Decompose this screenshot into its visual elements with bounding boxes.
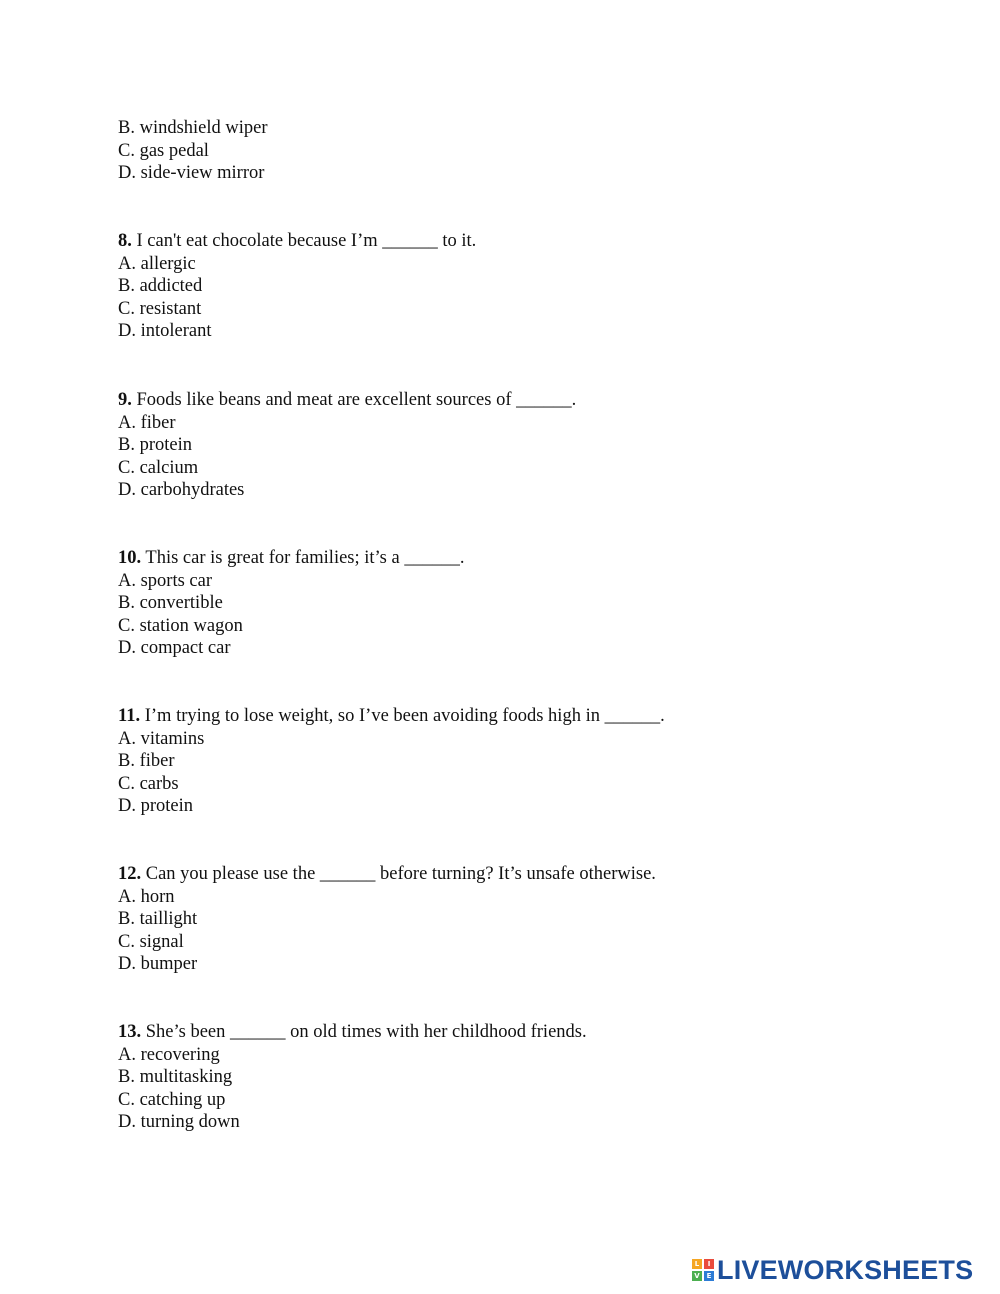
option-line: C. carbs <box>118 773 179 794</box>
logo-mark-cell: L <box>692 1259 702 1269</box>
question-number: 12. <box>118 864 142 884</box>
question-stem <box>118 389 576 412</box>
option-line: D. turning down <box>118 1112 240 1133</box>
question-7-options <box>118 117 268 185</box>
logo-mark-cell: I <box>704 1259 714 1269</box>
option-line: C. calcium <box>118 457 199 478</box>
question-text: Can you please use the ______ before turning? It’s unsafe otherwise. <box>141 864 656 884</box>
question-stem <box>118 705 665 728</box>
option-line: A. horn <box>118 886 175 907</box>
option-line: D. bumper <box>118 954 198 975</box>
option-line: C. resistant <box>118 298 202 319</box>
question-13 <box>118 1021 587 1134</box>
question-number: 11. <box>118 706 141 726</box>
question-number: 10. <box>118 548 142 568</box>
option-line: A. fiber <box>118 412 176 433</box>
option-line: D. intolerant <box>118 321 212 342</box>
option-line: B. multitasking <box>118 1067 233 1088</box>
logo-mark-cell: V <box>692 1271 702 1281</box>
option-line: A. recovering <box>118 1044 220 1065</box>
option-line: A. vitamins <box>118 728 205 749</box>
question-stem <box>118 547 464 570</box>
question-stem <box>118 863 656 886</box>
question-12 <box>118 863 656 976</box>
question-text: Foods like beans and meat are excellent sources of ______. <box>131 390 577 410</box>
question-number: 8. <box>118 231 132 251</box>
option-line: B. windshield wiper <box>118 118 268 138</box>
option-line: D. protein <box>118 796 194 817</box>
question-stem <box>118 1021 587 1044</box>
option-line: A. sports car <box>118 570 213 591</box>
option-line: B. fiber <box>118 751 175 772</box>
option-line: B. addicted <box>118 276 203 297</box>
question-text: She’s been ______ on old times with her childhood friends. <box>141 1022 587 1042</box>
liveworksheets-logo[interactable] <box>692 1253 973 1287</box>
question-11 <box>118 705 665 818</box>
question-number: 9. <box>118 390 132 410</box>
option-line: B. convertible <box>118 593 223 614</box>
option-line: C. station wagon <box>118 615 243 636</box>
logo-text: LIVEWORKSHEETS <box>717 1254 974 1285</box>
logo-mark-cell: E <box>704 1271 714 1281</box>
question-9 <box>118 389 576 502</box>
option-line: D. carbohydrates <box>118 480 245 501</box>
question-text: I can't eat chocolate because I’m ______ to it. <box>131 231 477 251</box>
liveworksheets-logo-icon <box>692 1259 714 1281</box>
option-line: A. allergic <box>118 253 196 274</box>
question-text: This car is great for families; it’s a ______. <box>141 548 465 568</box>
question-10 <box>118 547 464 660</box>
question-8 <box>118 230 476 343</box>
option-line: D. compact car <box>118 638 231 659</box>
option-line: C. gas pedal <box>118 140 209 161</box>
option-line: C. catching up <box>118 1089 226 1110</box>
option-line: C. signal <box>118 931 184 952</box>
option-line: B. protein <box>118 435 192 456</box>
option-line: D. side-view mirror <box>118 163 265 184</box>
question-text: I’m trying to lose weight, so I’ve been avoiding foods high in ______. <box>140 706 665 726</box>
option-line: B. taillight <box>118 909 198 930</box>
question-stem <box>118 230 476 253</box>
question-number: 13. <box>118 1022 142 1042</box>
